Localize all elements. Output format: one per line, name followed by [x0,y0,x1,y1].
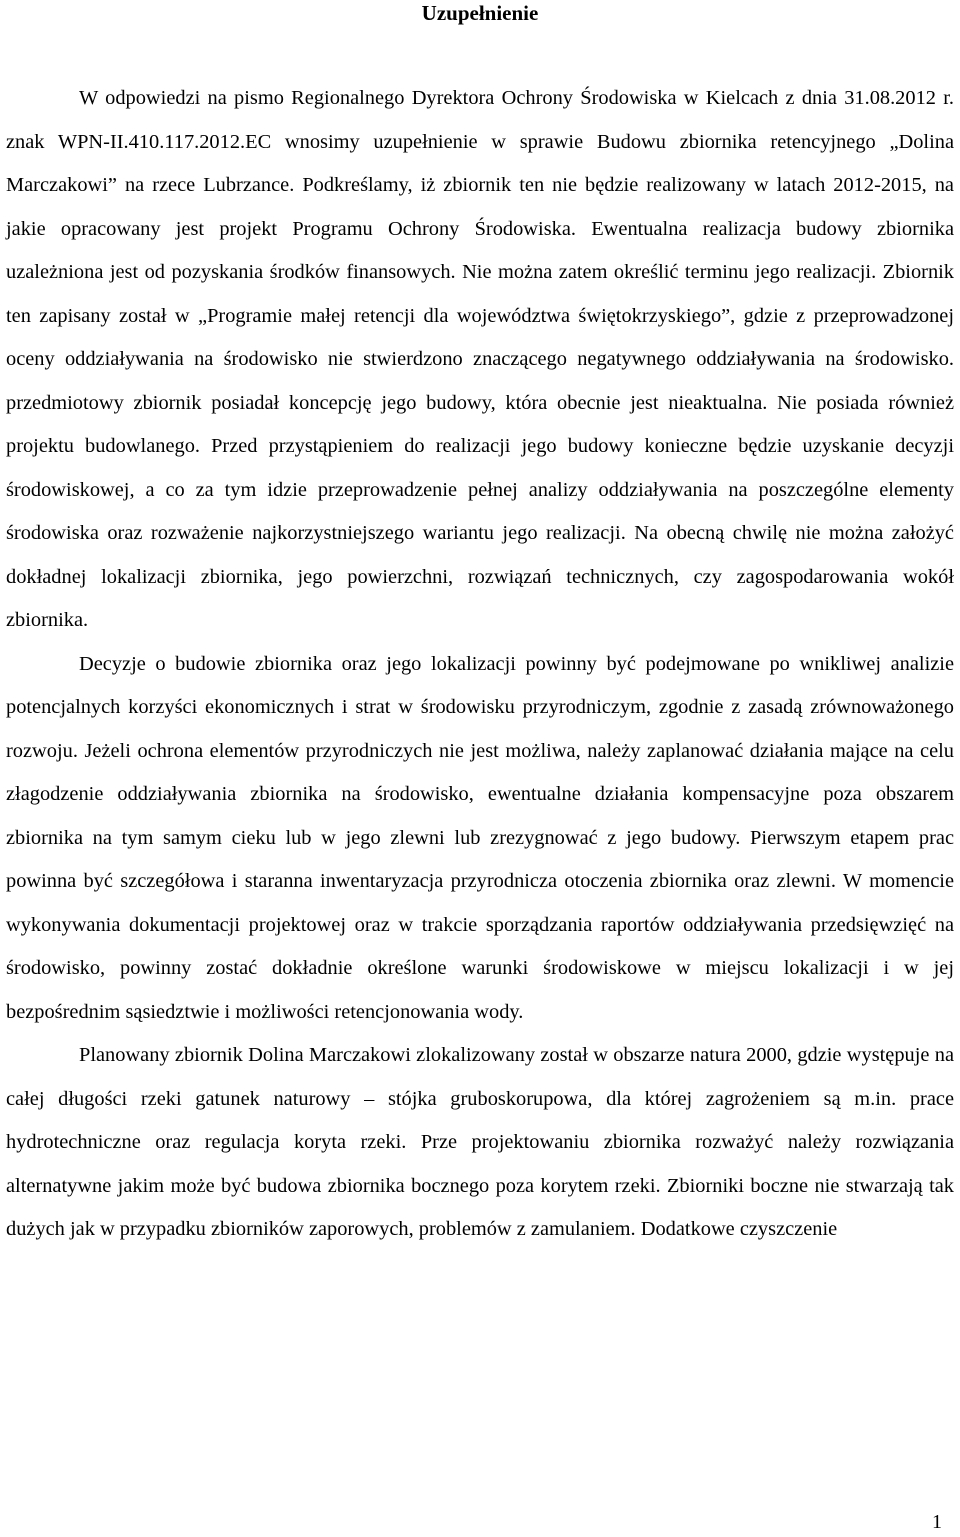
document-title: Uzupełnienie [421,1,539,25]
page-number: 1 [932,1511,942,1533]
paragraph-2: Decyzje o budowie zbiornika oraz jego lokalizacji powinny być podejmowane po wnikliwej analizie potencjalnych korzyści ekonomicznych i strat w środowisku przyrodniczym, zgodnie z zasadą zrównoważonego rozwoju. Jeżeli ochrona elementów przyrodniczych nie jest możliwa, należy zaplanować działania mające na celu złagodzenie oddziaływania zbiornika na środowisko, ewentualne działania kompensacyjne poza obszarem zbiornika na tym samym cieku lub w jego zlewni lub zrezygnować z jego budowy. Pierwszym etapem prac powinna być szczegółowa i staranna inwentaryzacja przyrodnicza otoczenia zbiornika oraz zlewni. W momencie wykonywania dokumentacji projektowej oraz w trakcie sporządzania raportów oddziaływania przedsięwzięć na środowisko, powinny zostać dokładnie określone warunki środowiskowe w miejscu lokalizacji i w jej bezpośrednim sąsiedztwie i możliwości retencjonowania wody. [6,652,954,1023]
document-body [6,77,954,1252]
paragraph-3: Planowany zbiornik Dolina Marczakowi zlokalizowany został w obszarze natura 2000, gdzie występuje na całej długości rzeki gatunek naturowy – stójka gruboskorupowa, dla której zagrożeniem są m.in. prace hydrotechniczne oraz regulacja koryta rzeki. Prze projektowaniu zbiornika rozważyć należy rozwiązania alternatywne jakim może być budowa zbiornika bocznego poza korytem rzeki. Zbiorniki boczne nie stwarzają tak dużych jak w przypadku zbiorników zaporowych, problemów z zamulaniem. Dodatkowe czyszczenie [6,1044,954,1240]
paragraph-1: W odpowiedzi na pismo Regionalnego Dyrektora Ochrony Środowiska w Kielcach z dnia 31.08.2012 r. znak WPN-II.410.117.2012.EC wnosimy uzupełnienie w sprawie Budowu zbiornika retencyjnego „Dolina Marczakowi” na rzece Lubrzance. Podkreślamy, iż zbiornik ten nie będzie realizowany w latach 2012-2015, na jakie opracowany jest projekt Programu Ochrony Środowiska. Ewentualna realizacja budowy zbiornika uzależniona jest od pozyskania środków finansowych. Nie można zatem określić terminu jego realizacji. Zbiornik ten zapisany został w „Programie małej retencji dla województwa świętokrzyskiego”, gdzie z przeprowadzonej oceny oddziaływania na środowisko nie stwierdzono znaczącego negatywnego oddziaływania na środowisko. przedmiotowy zbiornik posiadał koncepcję jego budowy, która obecnie jest nieaktualna. Nie posiada również projektu budowlanego. Przed przystąpieniem do realizacji jego budowy konieczne będzie uzyskanie decyzji środowiskowej, a co za tym idzie przeprowadzenie pełnej analizy oddziaływania na poszczególne elementy środowiska oraz rozważenie najkorzystniejszego wariantu jego realizacji. Na obecną chwilę nie można założyć dokładnej lokalizacji zbiornika, jego powierzchni, rozwiązań technicznych, czy zagospodarowania wokół zbiornika. [6,87,954,631]
